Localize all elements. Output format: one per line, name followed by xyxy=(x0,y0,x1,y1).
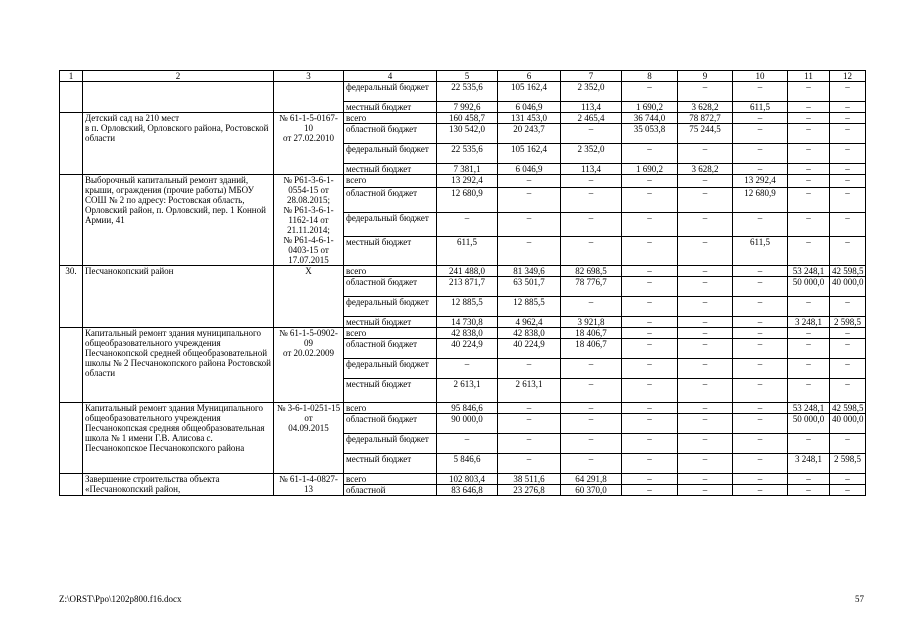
amount-cell: – xyxy=(498,175,561,188)
amount-cell: – xyxy=(678,212,733,236)
amount-cell: 113,4 xyxy=(561,102,622,113)
funding-source: федеральный бюджет xyxy=(344,82,437,102)
amount-cell: 1 690,2 xyxy=(622,102,678,113)
amount-cell: 2 352,0 xyxy=(561,144,622,164)
object-name xyxy=(83,474,274,496)
document-number-text: Х xyxy=(305,266,312,276)
object-name xyxy=(83,175,274,266)
amount-cell: 36 744,0 xyxy=(622,113,678,124)
object-name-text: Капитальный ремонт здания Муниципального общеобразовательного учреждения Песчанокопская средняя общеобразовательная школа № 1 имени Г.В. Алисова с. Песчанокопское Песчанокопского района xyxy=(85,403,265,453)
amount-cell: 12 680,9 xyxy=(733,188,788,212)
header-cell: 8 xyxy=(622,71,678,82)
object-name xyxy=(83,266,274,328)
amount-cell: – xyxy=(733,124,788,144)
amount-cell: 3 628,2 xyxy=(678,164,733,175)
document-number-text: № 61-1-5-0902-09 от 20.02.2009 xyxy=(279,328,338,358)
amount-cell: – xyxy=(622,212,678,236)
object-name xyxy=(83,328,274,403)
amount-cell: 14 730,8 xyxy=(437,317,498,328)
amount-cell: 6 046,9 xyxy=(498,102,561,113)
amount-cell: – xyxy=(830,124,866,144)
funding-source: федеральный бюджет xyxy=(344,144,437,164)
amount-cell: – xyxy=(561,414,622,434)
amount-cell: – xyxy=(622,175,678,188)
amount-cell: – xyxy=(561,359,622,379)
amount-cell: – xyxy=(733,317,788,328)
funding-source: областной бюджет xyxy=(344,339,437,359)
amount-cell: 42 598,5 xyxy=(830,403,866,414)
amount-cell: – xyxy=(830,82,866,102)
amount-cell: 131 453,0 xyxy=(498,113,561,124)
amount-cell: 50 000,0 xyxy=(788,414,830,434)
amount-cell: – xyxy=(830,102,866,113)
amount-cell: – xyxy=(788,297,830,317)
amount-cell: – xyxy=(678,317,733,328)
amount-cell: 75 244,5 xyxy=(678,124,733,144)
amount-cell: – xyxy=(788,485,830,496)
amount-cell: – xyxy=(788,359,830,379)
amount-cell: – xyxy=(678,328,733,339)
amount-cell: – xyxy=(498,188,561,212)
amount-cell: – xyxy=(788,144,830,164)
amount-cell: – xyxy=(733,113,788,124)
header-cell: 11 xyxy=(788,71,830,82)
amount-cell: – xyxy=(561,212,622,236)
amount-cell: – xyxy=(622,236,678,265)
amount-cell: 611,5 xyxy=(733,236,788,265)
amount-cell: 12 885,5 xyxy=(437,297,498,317)
amount-cell: 2 613,1 xyxy=(437,379,498,403)
row-number xyxy=(60,175,83,266)
amount-cell: 40 224,9 xyxy=(437,339,498,359)
amount-cell: 78 776,7 xyxy=(561,277,622,297)
header-cell: 6 xyxy=(498,71,561,82)
amount-cell: 90 000,0 xyxy=(437,414,498,434)
amount-cell: – xyxy=(622,474,678,485)
amount-cell: – xyxy=(622,359,678,379)
funding-source: местный бюджет xyxy=(344,317,437,328)
amount-cell: – xyxy=(622,434,678,454)
header-row xyxy=(60,71,866,82)
amount-cell: – xyxy=(561,403,622,414)
amount-cell: – xyxy=(622,297,678,317)
amount-cell: 12 680,9 xyxy=(437,188,498,212)
amount-cell: 13 292,4 xyxy=(437,175,498,188)
amount-cell: – xyxy=(788,164,830,175)
amount-cell: 23 276,8 xyxy=(498,485,561,496)
amount-cell: – xyxy=(561,124,622,144)
amount-cell: 2 352,0 xyxy=(561,82,622,102)
amount-cell: – xyxy=(830,339,866,359)
amount-cell: – xyxy=(733,359,788,379)
amount-cell: – xyxy=(622,277,678,297)
object-name xyxy=(83,403,274,474)
amount-cell: 42 838,0 xyxy=(498,328,561,339)
amount-cell: 130 542,0 xyxy=(437,124,498,144)
amount-cell: – xyxy=(733,434,788,454)
amount-cell: 5 846,6 xyxy=(437,454,498,474)
amount-cell: 241 488,0 xyxy=(437,266,498,277)
amount-cell: – xyxy=(561,379,622,403)
funding-source: всего xyxy=(344,328,437,339)
row-number xyxy=(60,113,83,175)
amount-cell: 95 846,6 xyxy=(437,403,498,414)
amount-cell: – xyxy=(561,236,622,265)
amount-cell: 105 162,4 xyxy=(498,144,561,164)
amount-cell: – xyxy=(678,277,733,297)
amount-cell: – xyxy=(733,454,788,474)
amount-cell: – xyxy=(498,236,561,265)
funding-source: областной бюджет xyxy=(344,124,437,144)
amount-cell: 64 291,8 xyxy=(561,474,622,485)
document-number-text: № 3-6-1-0251-15 от 04.09.2015 xyxy=(276,403,341,433)
amount-cell: – xyxy=(830,379,866,403)
amount-cell: 13 292,4 xyxy=(733,175,788,188)
amount-cell: – xyxy=(498,414,561,434)
amount-cell: – xyxy=(788,434,830,454)
table-row xyxy=(60,328,866,339)
object-name xyxy=(83,113,274,175)
amount-cell: – xyxy=(733,485,788,496)
file-path: Z:\ORST\Ppo\1202p800.f16.docx xyxy=(59,594,182,604)
amount-cell: – xyxy=(788,328,830,339)
funding-source: федеральный бюджет xyxy=(344,297,437,317)
row-number xyxy=(60,328,83,403)
amount-cell: 18 406,7 xyxy=(561,328,622,339)
amount-cell: 40 000,0 xyxy=(830,277,866,297)
amount-cell: – xyxy=(830,297,866,317)
amount-cell: – xyxy=(622,317,678,328)
amount-cell: – xyxy=(788,212,830,236)
amount-cell: 2 613,1 xyxy=(498,379,561,403)
header-cell: 5 xyxy=(437,71,498,82)
amount-cell: – xyxy=(830,113,866,124)
document-number-text: № 61-1-4-0827-13 xyxy=(279,474,338,494)
amount-cell: 3 248,1 xyxy=(788,317,830,328)
amount-cell: – xyxy=(622,403,678,414)
amount-cell: – xyxy=(733,266,788,277)
amount-cell: – xyxy=(622,339,678,359)
amount-cell: 38 511,6 xyxy=(498,474,561,485)
row-number xyxy=(60,82,83,113)
amount-cell: – xyxy=(678,414,733,434)
amount-cell: – xyxy=(498,212,561,236)
header-cell: 3 xyxy=(274,71,344,82)
amount-cell: 40 224,9 xyxy=(498,339,561,359)
amount-cell: 63 501,7 xyxy=(498,277,561,297)
amount-cell: 2 465,4 xyxy=(561,113,622,124)
amount-cell: 83 646,8 xyxy=(437,485,498,496)
table-row xyxy=(60,403,866,414)
amount-cell: – xyxy=(830,236,866,265)
amount-cell: – xyxy=(733,379,788,403)
amount-cell: – xyxy=(678,266,733,277)
table-row xyxy=(60,474,866,485)
header-cell: 10 xyxy=(733,71,788,82)
amount-cell: – xyxy=(788,175,830,188)
amount-cell: – xyxy=(678,434,733,454)
table-row xyxy=(60,113,866,124)
object-name-text: Песчанокопский район xyxy=(85,266,174,276)
amount-cell: 611,5 xyxy=(437,236,498,265)
document-number-text: № Р61-3-6-1-0554-15 от 28.08.2015; № Р61-3-6-1-1162-14 от 21.11.2014; № Р61-4-6-1-0403-15 от 17.07.2015 xyxy=(283,175,334,265)
funding-source: всего xyxy=(344,474,437,485)
object-name-text: Выборочный капитальный ремонт зданий, крыши, ограждения (прочие работы) МБОУ СОШ № 2 по адресу: Ростовская область, Орловский район, п. Орловский, пер. 1 Конной Армии, 41 xyxy=(85,175,266,225)
funding-source: местный бюджет xyxy=(344,102,437,113)
amount-cell: – xyxy=(733,144,788,164)
amount-cell: – xyxy=(733,164,788,175)
funding-source: всего xyxy=(344,266,437,277)
amount-cell: – xyxy=(830,144,866,164)
table-row xyxy=(60,266,866,277)
amount-cell: – xyxy=(678,339,733,359)
funding-source: местный бюджет xyxy=(344,236,437,265)
amount-cell: – xyxy=(788,474,830,485)
amount-cell: – xyxy=(678,474,733,485)
amount-cell: – xyxy=(622,485,678,496)
funding-source: всего xyxy=(344,113,437,124)
amount-cell: 3 248,1 xyxy=(788,454,830,474)
amount-cell: – xyxy=(830,164,866,175)
page-number: 57 xyxy=(855,594,864,604)
amount-cell: – xyxy=(830,485,866,496)
funding-source: федеральный бюджет xyxy=(344,359,437,379)
amount-cell: – xyxy=(733,297,788,317)
amount-cell: 20 243,7 xyxy=(498,124,561,144)
header-cell: 1 xyxy=(60,71,83,82)
amount-cell: – xyxy=(830,212,866,236)
amount-cell: – xyxy=(622,188,678,212)
amount-cell: 611,5 xyxy=(733,102,788,113)
amount-cell: – xyxy=(561,188,622,212)
funding-source: областной бюджет xyxy=(344,188,437,212)
amount-cell: – xyxy=(498,359,561,379)
amount-cell: – xyxy=(622,328,678,339)
amount-cell: 2 598,5 xyxy=(830,454,866,474)
amount-cell: – xyxy=(437,434,498,454)
document-number xyxy=(274,113,344,175)
amount-cell: – xyxy=(561,454,622,474)
amount-cell: – xyxy=(678,403,733,414)
amount-cell: 12 885,5 xyxy=(498,297,561,317)
amount-cell: – xyxy=(678,379,733,403)
amount-cell: 213 871,7 xyxy=(437,277,498,297)
amount-cell: 40 000,0 xyxy=(830,414,866,434)
budget-table xyxy=(59,70,866,496)
amount-cell: 6 046,9 xyxy=(498,164,561,175)
funding-source: федеральный бюджет xyxy=(344,434,437,454)
amount-cell: – xyxy=(830,175,866,188)
amount-cell: – xyxy=(830,474,866,485)
amount-cell: – xyxy=(678,297,733,317)
amount-cell: 35 053,8 xyxy=(622,124,678,144)
amount-cell: – xyxy=(678,175,733,188)
amount-cell: – xyxy=(788,379,830,403)
amount-cell: 102 803,4 xyxy=(437,474,498,485)
amount-cell: – xyxy=(678,359,733,379)
amount-cell: 53 248,1 xyxy=(788,266,830,277)
amount-cell: – xyxy=(561,297,622,317)
amount-cell: – xyxy=(498,403,561,414)
amount-cell: 42 838,0 xyxy=(437,328,498,339)
header-cell: 9 xyxy=(678,71,733,82)
amount-cell: 82 698,5 xyxy=(561,266,622,277)
amount-cell: 160 458,7 xyxy=(437,113,498,124)
amount-cell: – xyxy=(733,403,788,414)
amount-cell: 78 872,7 xyxy=(678,113,733,124)
amount-cell: – xyxy=(437,212,498,236)
amount-cell: – xyxy=(622,454,678,474)
document-number-text: № 61-1-5-0167-10 от 27.02.2010 xyxy=(279,113,338,143)
amount-cell: – xyxy=(498,434,561,454)
object-name xyxy=(83,82,274,113)
amount-cell: – xyxy=(622,379,678,403)
document-number xyxy=(274,82,344,113)
amount-cell: 2 598,5 xyxy=(830,317,866,328)
amount-cell: – xyxy=(622,414,678,434)
amount-cell: – xyxy=(788,339,830,359)
amount-cell: – xyxy=(733,414,788,434)
amount-cell: – xyxy=(733,82,788,102)
amount-cell: – xyxy=(830,328,866,339)
amount-cell: – xyxy=(830,434,866,454)
amount-cell: 3 628,2 xyxy=(678,102,733,113)
amount-cell: – xyxy=(561,434,622,454)
amount-cell: 105 162,4 xyxy=(498,82,561,102)
amount-cell: – xyxy=(788,102,830,113)
amount-cell: 53 248,1 xyxy=(788,403,830,414)
object-name-text: Детский сад на 210 мест в п. Орловский, Орловского района, Ростовской области xyxy=(85,113,269,143)
row-number: 30. xyxy=(60,266,83,328)
amount-cell: – xyxy=(788,82,830,102)
amount-cell: – xyxy=(678,82,733,102)
document-number xyxy=(274,328,344,403)
amount-cell: – xyxy=(788,124,830,144)
amount-cell: 18 406,7 xyxy=(561,339,622,359)
amount-cell: 22 535,6 xyxy=(437,144,498,164)
object-name-text: Капитальный ремонт здания муниципального общеобразовательного учреждения Песчанокопской средней общеобразовательной школы № 2 Песчанокопского района Ростовской области xyxy=(85,328,271,378)
amount-cell: – xyxy=(622,82,678,102)
funding-source: всего xyxy=(344,403,437,414)
amount-cell: – xyxy=(622,266,678,277)
amount-cell: 60 370,0 xyxy=(561,485,622,496)
amount-cell: – xyxy=(733,474,788,485)
amount-cell: – xyxy=(498,454,561,474)
document-number xyxy=(274,175,344,266)
amount-cell: 81 349,6 xyxy=(498,266,561,277)
amount-cell: – xyxy=(733,277,788,297)
amount-cell: – xyxy=(678,454,733,474)
amount-cell: 113,4 xyxy=(561,164,622,175)
funding-source: местный бюджет xyxy=(344,454,437,474)
header-cell: 12 xyxy=(830,71,866,82)
document-number xyxy=(274,266,344,328)
funding-source: областной бюджет xyxy=(344,414,437,434)
amount-cell: – xyxy=(678,236,733,265)
amount-cell: – xyxy=(788,236,830,265)
amount-cell: 50 000,0 xyxy=(788,277,830,297)
amount-cell: – xyxy=(733,212,788,236)
amount-cell: – xyxy=(678,144,733,164)
header-cell: 2 xyxy=(83,71,274,82)
funding-source: местный бюджет xyxy=(344,379,437,403)
object-name-text: Завершение строительства объекта «Песчанокопский район, xyxy=(85,474,220,494)
funding-source: областной бюджет xyxy=(344,277,437,297)
amount-cell: – xyxy=(830,188,866,212)
amount-cell: – xyxy=(678,485,733,496)
amount-cell: – xyxy=(788,113,830,124)
amount-cell: 1 690,2 xyxy=(622,164,678,175)
amount-cell: – xyxy=(733,339,788,359)
header-cell: 4 xyxy=(344,71,437,82)
amount-cell: 7 992,6 xyxy=(437,102,498,113)
amount-cell: – xyxy=(788,188,830,212)
amount-cell: – xyxy=(830,359,866,379)
amount-cell: – xyxy=(437,359,498,379)
document-number xyxy=(274,403,344,474)
row-number xyxy=(60,474,83,496)
amount-cell: 22 535,6 xyxy=(437,82,498,102)
document-number xyxy=(274,474,344,496)
amount-cell: 3 921,8 xyxy=(561,317,622,328)
funding-source: федеральный бюджет xyxy=(344,212,437,236)
amount-cell: 7 381,1 xyxy=(437,164,498,175)
amount-cell: 4 962,4 xyxy=(498,317,561,328)
table-row xyxy=(60,175,866,188)
row-number xyxy=(60,403,83,474)
amount-cell: – xyxy=(561,175,622,188)
amount-cell: – xyxy=(622,144,678,164)
amount-cell: – xyxy=(678,188,733,212)
amount-cell: 42 598,5 xyxy=(830,266,866,277)
header-cell: 7 xyxy=(561,71,622,82)
table-row xyxy=(60,82,866,102)
funding-source: местный бюджет xyxy=(344,164,437,175)
amount-cell: – xyxy=(733,328,788,339)
funding-source: всего xyxy=(344,175,437,188)
funding-source: областной xyxy=(344,485,437,496)
